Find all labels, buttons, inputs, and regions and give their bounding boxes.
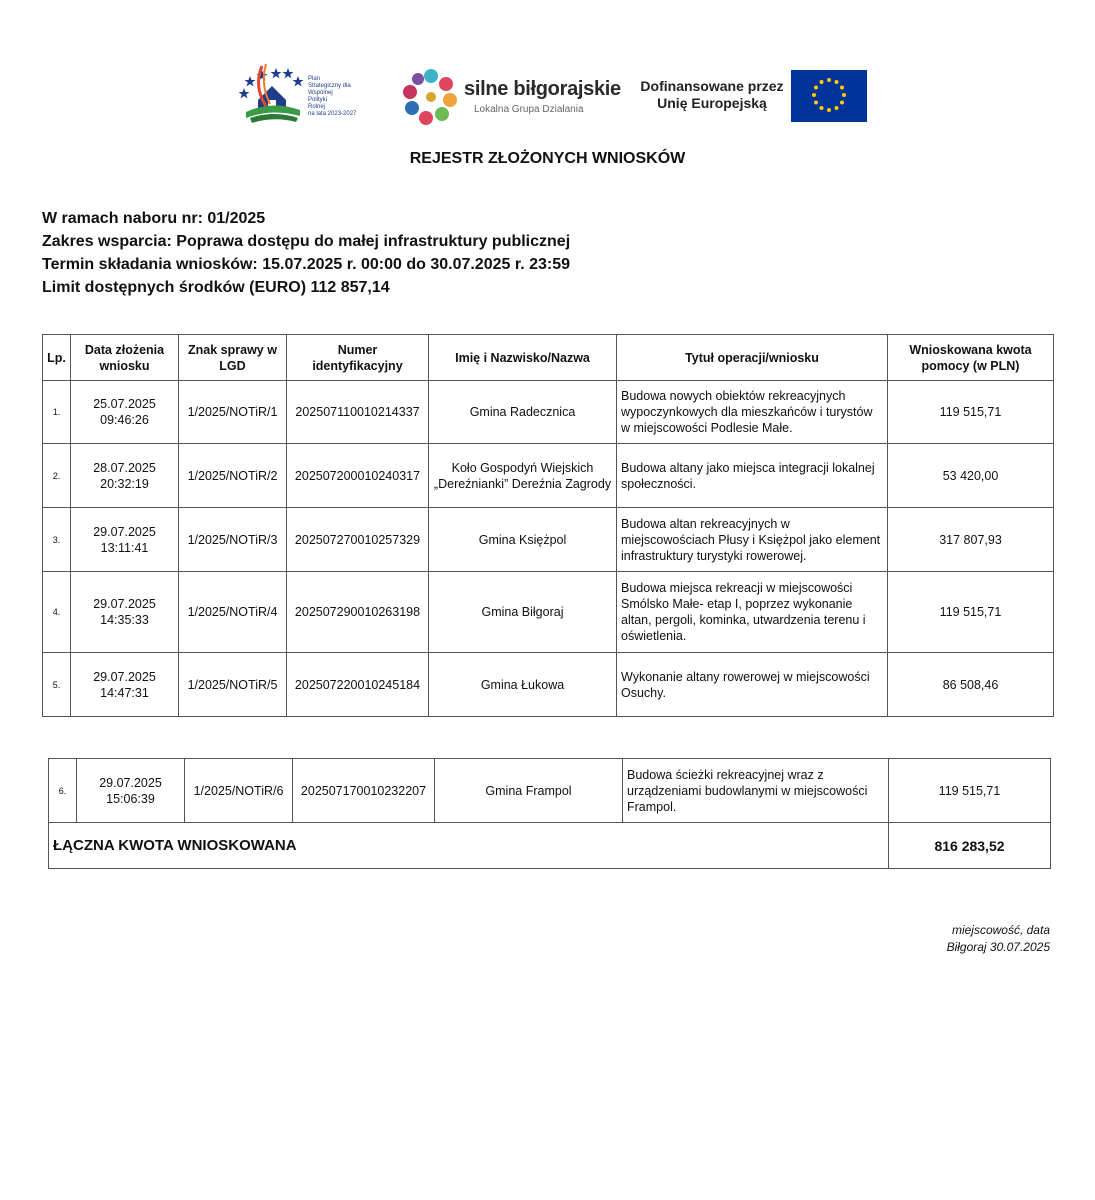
psp-emblem-icon xyxy=(236,60,308,124)
cell-applicant: Gmina Frampol xyxy=(435,759,623,823)
header-case-number: Znak sprawy w LGD xyxy=(179,335,287,381)
cell-id-number: 202507270010257329 xyxy=(287,508,429,572)
funds-limit: Limit dostępnych środków (EURO) 112 857,14 xyxy=(42,279,390,296)
cell-id-number: 202507220010245184 xyxy=(287,653,429,717)
cell-amount: 53 420,00 xyxy=(888,444,1054,508)
cell-case-number: 1/2025/NOTiR/4 xyxy=(179,572,287,653)
table-row xyxy=(43,381,1054,444)
cell-title: Wykonanie altany rowerowej w miejscowości Osuchy. xyxy=(617,653,888,717)
support-scope: Zakres wsparcia: Poprawa dostępu do małej infrastruktury publicznej xyxy=(42,233,571,250)
call-info xyxy=(42,207,570,299)
cell-case-number: 1/2025/NOTiR/5 xyxy=(179,653,287,717)
cell-applicant: Gmina Księżpol xyxy=(429,508,617,572)
eu-logo xyxy=(638,70,868,124)
cell-date: 29.07.2025 14:47:31 xyxy=(71,653,179,717)
table-row xyxy=(43,508,1054,572)
psp-logo xyxy=(236,60,361,124)
cell-id-number: 202507290010263198 xyxy=(287,572,429,653)
table-header-row xyxy=(43,335,1054,381)
cell-amount: 86 508,46 xyxy=(888,653,1054,717)
cell-amount: 119 515,71 xyxy=(888,572,1054,653)
place-date-value: Biłgoraj 30.07.2025 xyxy=(946,940,1050,954)
cell-title: Budowa miejsca rekreacji w miejscowości Smólsko Małe- etap I, poprzez wykonanie altan, pergoli, kominka, utwardzenia terenu i oświetlenia. xyxy=(617,572,888,653)
place-date-caption: miejscowość, data xyxy=(951,923,1050,937)
cell-applicant: Gmina Radecznica xyxy=(429,381,617,444)
header-applicant: Imię i Nazwisko/Nazwa xyxy=(429,335,617,381)
total-amount: 816 283,52 xyxy=(889,823,1051,869)
eu-flag-icon xyxy=(791,70,867,122)
table-row xyxy=(49,759,1051,823)
cell-title: Budowa altany jako miejsca integracji lokalnej społeczności. xyxy=(617,444,888,508)
place-date-block xyxy=(947,922,1050,956)
cell-case-number: 1/2025/NOTiR/3 xyxy=(179,508,287,572)
table-row xyxy=(43,572,1054,653)
lgd-logo-subtitle: Lokalna Grupa Działania xyxy=(474,104,584,115)
cell-lp: 5. xyxy=(43,653,71,717)
cell-lp: 4. xyxy=(43,572,71,653)
cell-title: Budowa altan rekreacyjnych w miejscowościach Płusy i Księżpol jako element infrastruktury turystyki rowerowej. xyxy=(617,508,888,572)
psp-logo-text: Plan Strategiczny dla Wspólnej Polityki Rolnej na lata 2023-2027 xyxy=(308,76,357,117)
cell-applicant: Gmina Łukowa xyxy=(429,653,617,717)
header-amount: Wnioskowana kwota pomocy (w PLN) xyxy=(888,335,1054,381)
call-number: W ramach naboru nr: 01/2025 xyxy=(42,210,266,227)
cell-title: Budowa ścieżki rekreacyjnej wraz z urządzeniami budowlanymi w miejscowości Frampol. xyxy=(623,759,889,823)
cell-lp: 1. xyxy=(43,381,71,444)
applications-table-continued xyxy=(48,758,1051,869)
table-row xyxy=(43,444,1054,508)
cell-date: 29.07.2025 14:35:33 xyxy=(71,572,179,653)
cell-date: 29.07.2025 15:06:39 xyxy=(77,759,185,823)
cell-id-number: 202507200010240317 xyxy=(287,444,429,508)
cell-amount: 119 515,71 xyxy=(888,381,1054,444)
cell-lp: 3. xyxy=(43,508,71,572)
total-label: ŁĄCZNA KWOTA WNIOSKOWANA xyxy=(49,823,889,869)
cell-case-number: 1/2025/NOTiR/2 xyxy=(179,444,287,508)
flower-emblem-icon xyxy=(402,66,460,128)
cell-amount: 317 807,93 xyxy=(888,508,1054,572)
page-title: REJESTR ZŁOŻONYCH WNIOSKÓW xyxy=(409,150,686,167)
lgd-logo xyxy=(402,66,621,128)
cell-lp: 6. xyxy=(49,759,77,823)
eu-logo-text: Dofinansowane przez Unię Europejską xyxy=(640,78,784,111)
cell-amount: 119 515,71 xyxy=(889,759,1051,823)
applications-table xyxy=(42,334,1054,717)
cell-id-number: 202507170010232207 xyxy=(293,759,435,823)
cell-date: 25.07.2025 09:46:26 xyxy=(71,381,179,444)
table-row xyxy=(43,653,1054,717)
header-id-number: Numer identyfikacyjny xyxy=(287,335,429,381)
total-row xyxy=(49,823,1051,869)
header-title: Tytuł operacji/wniosku xyxy=(617,335,888,381)
submission-deadline: Termin składania wniosków: 15.07.2025 r. 00:00 do 30.07.2025 r. 23:59 xyxy=(42,256,570,273)
cell-date: 28.07.2025 20:32:19 xyxy=(71,444,179,508)
cell-title: Budowa nowych obiektów rekreacyjnych wypoczynkowych dla mieszkańców i turystów w miejscowości Podlesie Małe. xyxy=(617,381,888,444)
cell-id-number: 202507110010214337 xyxy=(287,381,429,444)
cell-case-number: 1/2025/NOTiR/1 xyxy=(179,381,287,444)
header-lp: Lp. xyxy=(43,335,71,381)
cell-applicant: Koło Gospodyń Wiejskich „Dereźnianki” Dereźnia Zagrody xyxy=(429,444,617,508)
cell-date: 29.07.2025 13:11:41 xyxy=(71,508,179,572)
header-date: Data złożenia wniosku xyxy=(71,335,179,381)
cell-case-number: 1/2025/NOTiR/6 xyxy=(185,759,293,823)
cell-applicant: Gmina Biłgoraj xyxy=(429,572,617,653)
lgd-logo-title: silne biłgorajskie xyxy=(464,78,621,100)
cell-lp: 2. xyxy=(43,444,71,508)
